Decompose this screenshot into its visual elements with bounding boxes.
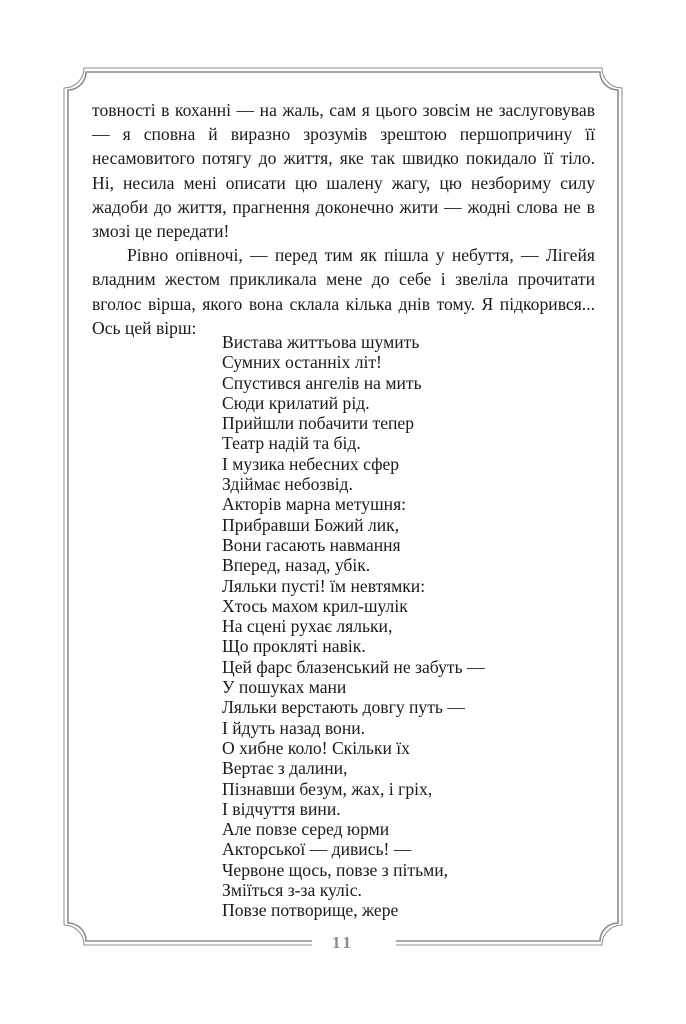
poem-line: Вони гасають навмання bbox=[222, 534, 401, 555]
poem-line: Що прокляті навік. bbox=[222, 636, 366, 657]
poem-line: Спустився ангелів на мить bbox=[222, 372, 422, 393]
poem-line: Здіймає небозвід. bbox=[222, 474, 353, 495]
poem-line: У пошуках мани bbox=[222, 677, 347, 698]
poem-line: Прийшли побачити тепер bbox=[222, 413, 415, 434]
poem-line: Вперед, назад, убік. bbox=[222, 555, 371, 576]
poem-line: Повзе потворище, жере bbox=[222, 900, 399, 921]
poem-block bbox=[222, 332, 582, 921]
poem-line: Хтось махом крил-шулік bbox=[222, 595, 408, 616]
poem-line: Але повзе серед юрми bbox=[222, 819, 390, 840]
poem-line: Вистава життьова шумить bbox=[222, 332, 420, 352]
poem-line: Зміїться з-за куліс. bbox=[222, 880, 362, 901]
poem-line: Прибравши Божий лик, bbox=[222, 514, 400, 535]
prose-text bbox=[92, 98, 595, 340]
poem-line: І йдуть назад вони. bbox=[222, 717, 366, 738]
poem-line: Ляльки верстають довгу путь — bbox=[222, 697, 465, 718]
poem-line: Червоне щось, повзе з пітьми, bbox=[222, 859, 449, 880]
poem-line: Пізнавши безум, жах, і гріх, bbox=[222, 778, 433, 799]
poem-line: Ляльки пусті! їм невтямки: bbox=[222, 575, 426, 596]
poem-line: Акторів марна метушня: bbox=[222, 494, 407, 515]
paragraph-continuation: товності в коханні — на жаль, сам я цього зовсім не заслуговував — я сповна й виразно зрозумів зрештою першопричину її несамовитого потягу до життя, яке так швидко покидало її тіло. Ні, несила мені описати цю шалену жагу, цю незбориму силу жадоби до життя, прагнення доконечно жити — жодні слова не в змозі це передати! bbox=[92, 100, 595, 242]
poem-line: На сцені рухає ляльки, bbox=[222, 616, 393, 637]
poem-line: Сумних останніх літ! bbox=[222, 352, 382, 373]
poem-line: Сюди крилатий рід. bbox=[222, 392, 370, 413]
poem-line: Цей фарс блазенський не забуть — bbox=[222, 656, 485, 677]
paragraph-midnight: Рівно опівночі, — перед тим як пішла у небуття, — Лігейя владним жестом прикликала мене до себе і звеліла прочитати вголос вірша, якого вона склала кілька днів тому. Я підкорився... Ось цей вірш: bbox=[92, 245, 595, 338]
page-number: 11 bbox=[331, 933, 355, 952]
poem-line: І відчуття вини. bbox=[222, 798, 341, 819]
poem-line: Акторської — дивись! — bbox=[222, 839, 412, 860]
poem-line: Вертає з далини, bbox=[222, 758, 348, 779]
poem-line: І музика небесних сфер bbox=[222, 453, 400, 474]
poem-line: О хибне коло! Скільки їх bbox=[222, 737, 410, 758]
poem-line: Театр надій та бід. bbox=[222, 433, 361, 454]
